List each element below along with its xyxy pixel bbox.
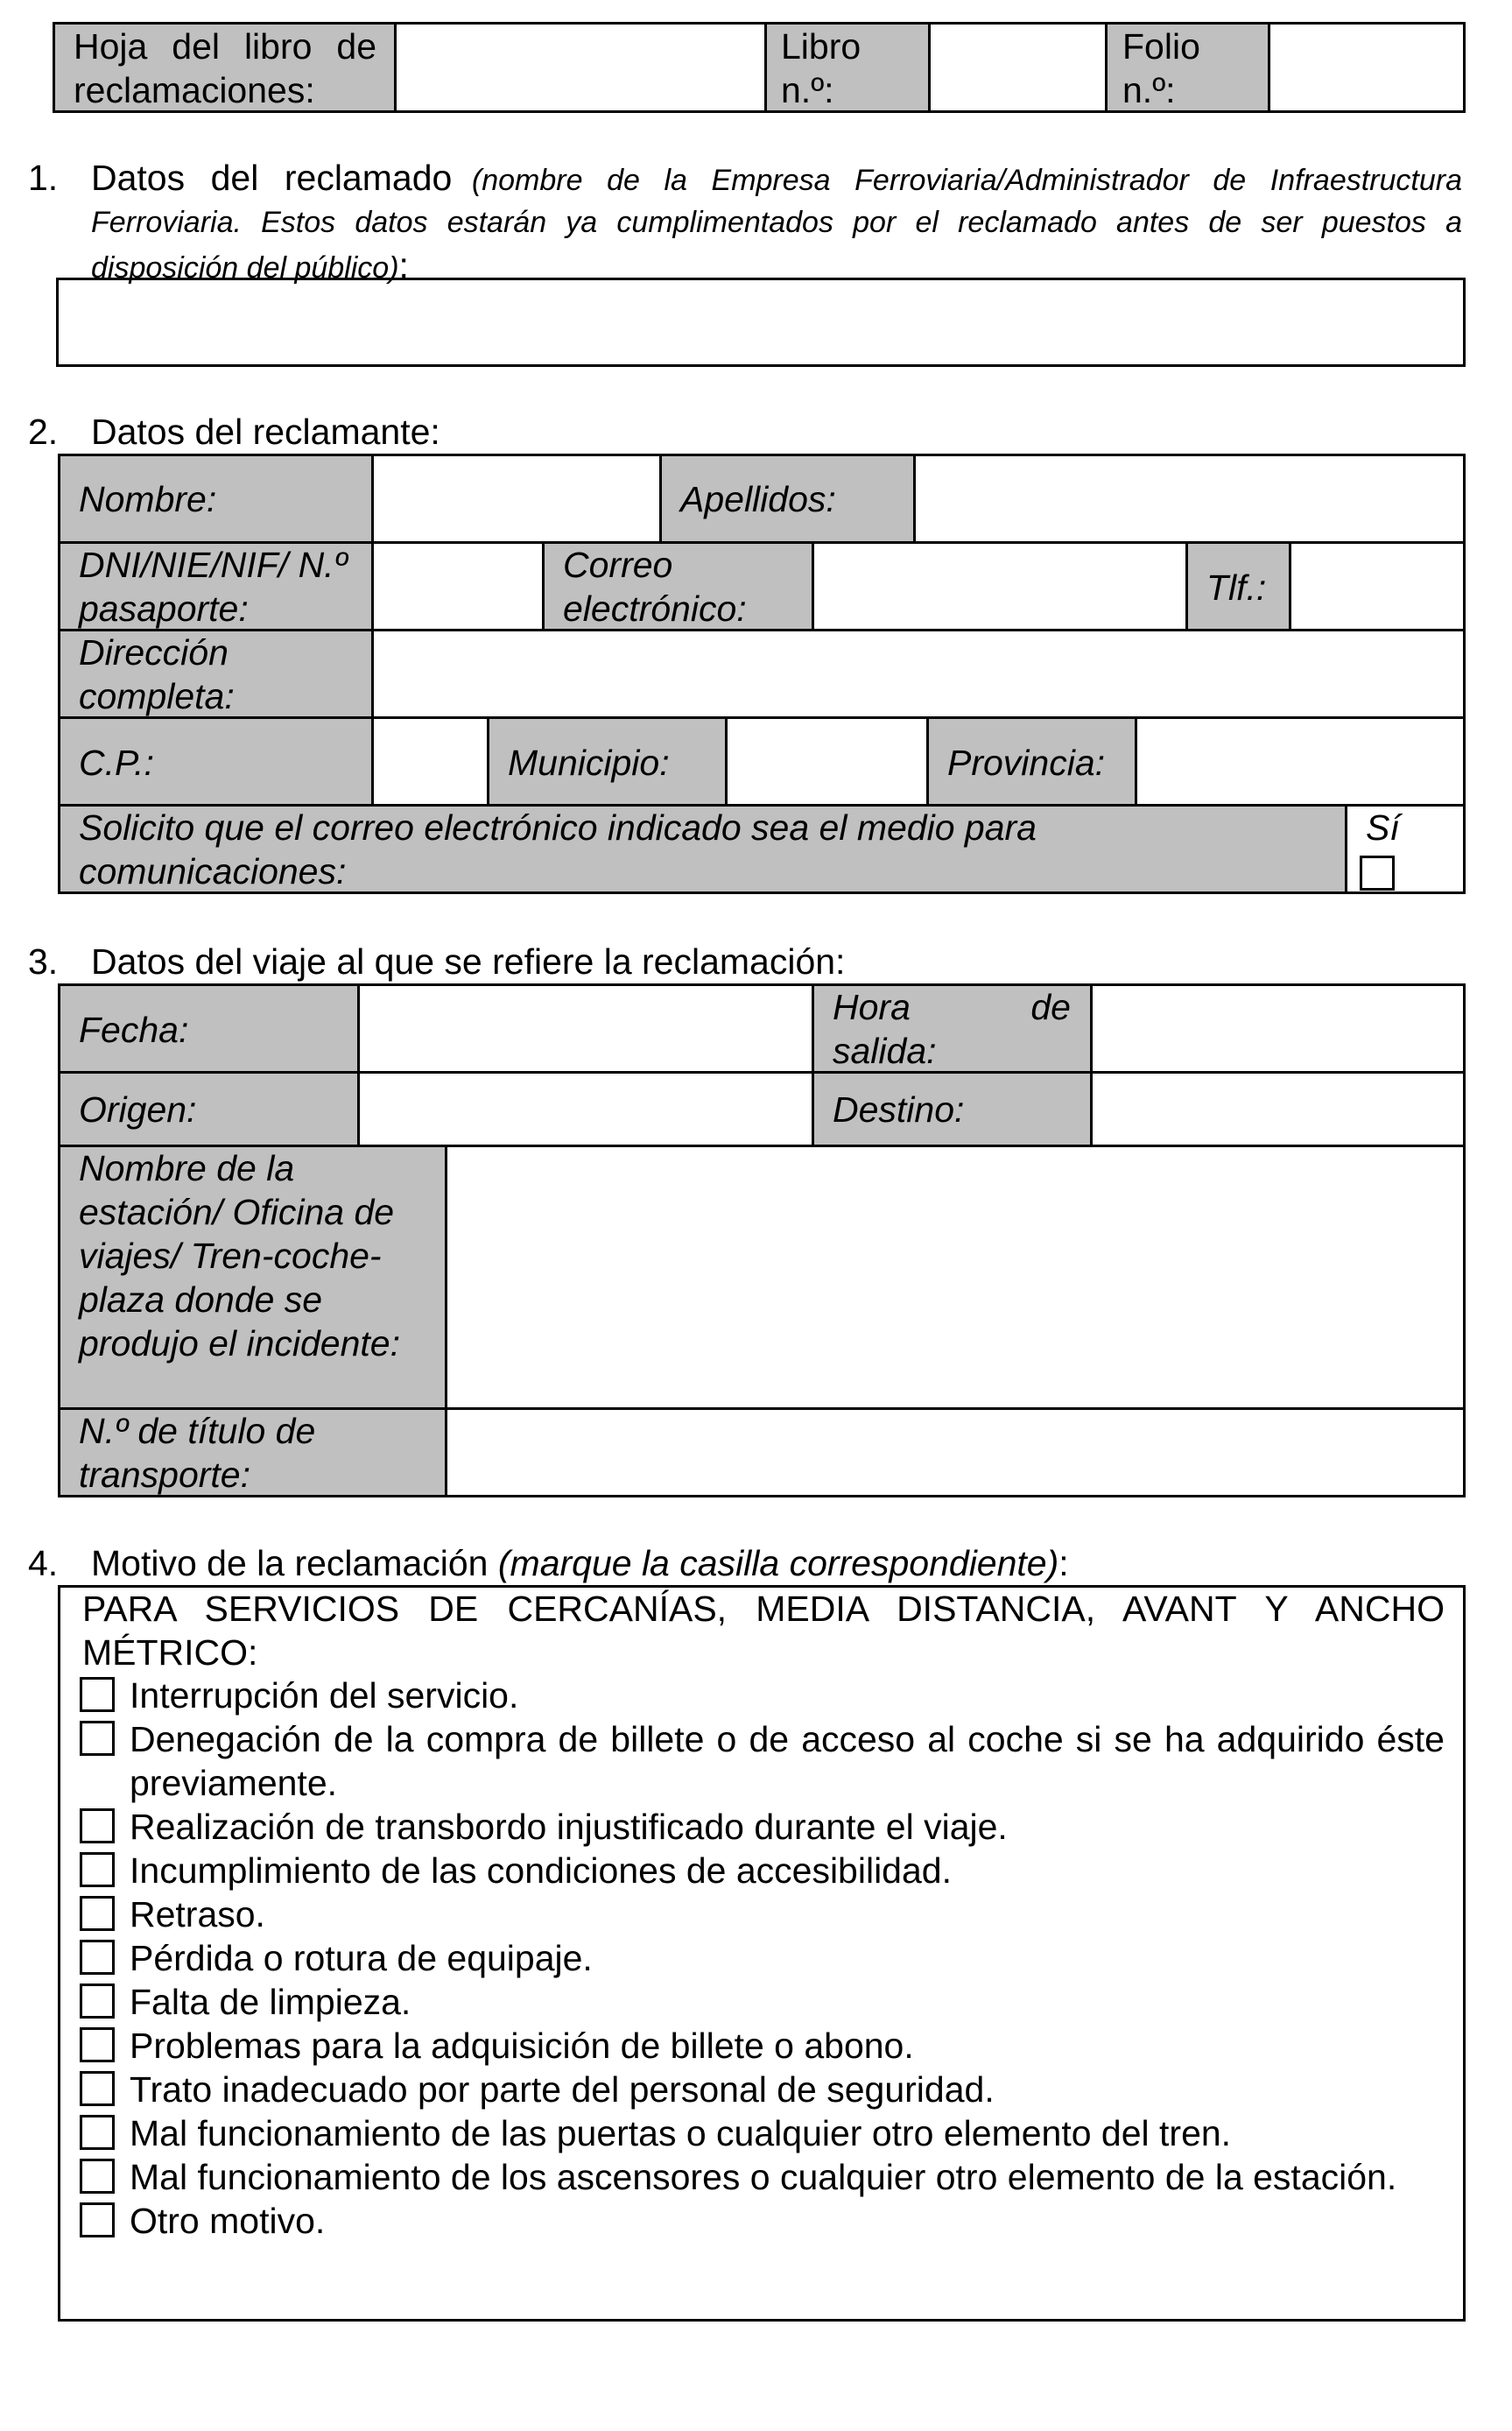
dni-label: DNI/NIE/NIF/ N.º pasaporte: bbox=[79, 545, 348, 629]
section1-note: (nombre de la Empresa Ferroviaria/Administrador de Infraestructura Ferroviaria. Estos datos estarán ya cumplimentados por el reclamado antes de ser puestos a disposición del público) bbox=[91, 164, 1463, 285]
reason-checkbox[interactable] bbox=[80, 1984, 115, 2019]
origin-field[interactable] bbox=[359, 1075, 812, 1145]
folio-label: Folio n.º: bbox=[1122, 26, 1200, 110]
reason-checkbox[interactable] bbox=[80, 2115, 115, 2150]
municipality-field[interactable] bbox=[727, 720, 926, 804]
reason-checkbox[interactable] bbox=[80, 1896, 115, 1931]
reason-label: Incumplimiento de las condiciones de accesibilidad. bbox=[130, 1850, 952, 1891]
libro-value-field[interactable] bbox=[930, 24, 1105, 111]
email-notification-label: Solicito que el correo electrónico indicado sea el medio para comunicaciones: bbox=[79, 807, 1037, 891]
date-label: Fecha: bbox=[79, 1010, 189, 1050]
address-field[interactable] bbox=[373, 632, 1463, 716]
departure-time-field[interactable] bbox=[1092, 987, 1463, 1071]
province-field[interactable] bbox=[1136, 720, 1463, 804]
nombre-label: Nombre: bbox=[79, 479, 217, 519]
ticket-number-field[interactable] bbox=[447, 1411, 1463, 1495]
section3-number: 3. bbox=[28, 941, 59, 982]
reason-checkbox[interactable] bbox=[80, 2159, 115, 2194]
section4-note: (marque la casilla correspondiente) bbox=[497, 1543, 1059, 1583]
section2-title: Datos del reclamante: bbox=[91, 412, 440, 452]
apellidos-field[interactable] bbox=[915, 457, 1463, 541]
reason-label: Mal funcionamiento de las puertas o cualquier otro elemento del tren. bbox=[130, 2113, 1232, 2153]
departure-time-label bbox=[833, 985, 1071, 1073]
reason-label: Otro motivo. bbox=[130, 2201, 326, 2241]
reason-checkbox[interactable] bbox=[80, 1852, 115, 1887]
destination-field[interactable] bbox=[1092, 1075, 1463, 1145]
email-notification-checkbox[interactable] bbox=[1360, 856, 1395, 891]
reason-checkbox[interactable] bbox=[80, 2202, 115, 2237]
province-label: Provincia: bbox=[947, 743, 1106, 783]
reason-label: Denegación de la compra de billete o de acceso al coche si se ha adquirido éste previamente. bbox=[130, 1719, 1445, 1803]
section1-number: 1. bbox=[28, 158, 59, 198]
phone-label: Tlf.: bbox=[1206, 567, 1267, 608]
reason-label: Trato inadecuado por parte del personal de seguridad. bbox=[130, 2069, 995, 2110]
section4-number: 4. bbox=[28, 1543, 59, 1583]
destination-label: Destino: bbox=[833, 1089, 965, 1130]
reason-label: Pérdida o rotura de equipaje. bbox=[130, 1938, 593, 1978]
reason-label: Interrupción del servicio. bbox=[130, 1675, 519, 1716]
ticket-number-label: N.º de título de transporte: bbox=[79, 1411, 316, 1495]
hoja-label: Hoja del libro de reclamaciones: bbox=[74, 26, 376, 110]
station-label: Nombre de la estación/ Oficina de viajes/ Tren-coche-plaza donde se produjo el incidente: bbox=[79, 1148, 400, 1363]
si-label: Sí bbox=[1366, 807, 1400, 848]
hoja-value-field[interactable] bbox=[396, 24, 765, 111]
email-label: Correo electrónico: bbox=[563, 545, 747, 629]
municipality-label: Municipio: bbox=[508, 743, 670, 783]
reason-label: Realización de transbordo injustificado durante el viaje. bbox=[130, 1807, 1008, 1847]
departure-time-label-line2: salida: bbox=[833, 1031, 937, 1071]
email-field[interactable] bbox=[813, 545, 1185, 629]
section4-title: Motivo de la reclamación bbox=[91, 1543, 489, 1583]
origin-label: Origen: bbox=[79, 1089, 197, 1130]
postal-code-label: C.P.: bbox=[79, 743, 154, 783]
reason-checkbox[interactable] bbox=[80, 1721, 115, 1756]
date-field[interactable] bbox=[359, 987, 812, 1071]
departure-time-label-line1: Hora de bbox=[833, 987, 1071, 1027]
reason-label: Falta de limpieza. bbox=[130, 1982, 411, 2022]
libro-label: Libro n.º: bbox=[781, 26, 861, 110]
folio-value-field[interactable] bbox=[1269, 24, 1464, 111]
reason-checkbox[interactable] bbox=[80, 2027, 115, 2062]
reclamado-field[interactable] bbox=[56, 278, 1466, 367]
reason-checkbox[interactable] bbox=[80, 2071, 115, 2106]
section3-title: Datos del viaje al que se refiere la reclamación: bbox=[91, 941, 846, 982]
reason-label: Mal funcionamiento de los ascensores o cualquier otro elemento de la estación. bbox=[130, 2157, 1397, 2197]
station-field[interactable] bbox=[447, 1148, 1463, 1407]
section1-title: Datos del reclamado bbox=[91, 158, 453, 198]
postal-code-field[interactable] bbox=[373, 720, 487, 804]
section4-heading: Motivo de la reclamación (marque la casilla correspondiente): bbox=[91, 1543, 1069, 1583]
phone-field[interactable] bbox=[1290, 545, 1463, 629]
reason-label: Retraso. bbox=[130, 1894, 265, 1934]
section1-heading: Datos del reclamado (nombre de la Empresa Ferroviaria/Administrador de Infraestructura Ferroviaria. Estos datos estarán ya cumplimentados por el reclamado antes de ser puestos a disposición del público): bbox=[91, 158, 1463, 285]
apellidos-label: Apellidos: bbox=[680, 479, 836, 519]
reason-checkbox[interactable] bbox=[80, 1808, 115, 1843]
services-header: PARA SERVICIOS DE CERCANÍAS, MEDIA DISTANCIA, AVANT Y ANCHO MÉTRICO: bbox=[82, 1589, 1445, 1673]
reason-checkbox[interactable] bbox=[80, 1677, 115, 1712]
reason-checkbox[interactable] bbox=[80, 1940, 115, 1975]
nombre-field[interactable] bbox=[373, 457, 659, 541]
reason-label: Problemas para la adquisición de billete o abono. bbox=[130, 2026, 914, 2066]
address-label: Dirección completa: bbox=[79, 632, 235, 716]
section2-number: 2. bbox=[28, 412, 59, 452]
dni-field[interactable] bbox=[373, 545, 542, 629]
